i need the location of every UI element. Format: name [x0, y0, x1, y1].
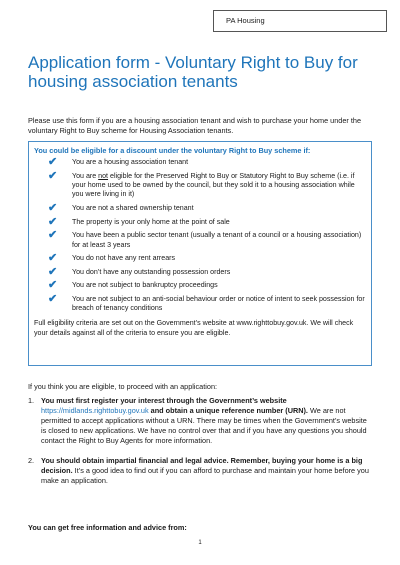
- criteria-emphasis: not: [98, 171, 109, 180]
- step-bold-text: You must first register your interest through the Government’s website: [41, 396, 287, 405]
- check-icon: ✔: [48, 169, 58, 182]
- application-steps: [28, 396, 374, 486]
- organisation-name: PA Housing: [226, 16, 265, 25]
- step-bold-text: You should obtain impartial financial and legal advice. Remember, buying your home is a big decision.: [41, 456, 363, 475]
- criteria-item: [34, 204, 366, 213]
- check-icon: ✔: [48, 252, 58, 265]
- step-text: It’s a good idea to find out if you can afford to purchase and maintain your home before you make an application.: [41, 466, 369, 485]
- register-interest-link[interactable]: https://midlands.righttobuy.gov.uk: [41, 406, 149, 415]
- check-icon: ✔: [48, 292, 58, 305]
- criteria-text: You are a housing association tenant: [72, 158, 189, 166]
- criteria-text: You have been a public sector tenant (usually a tenant of a council or a housing association) for at least 3 years: [72, 231, 362, 249]
- criteria-text: You are not subject to bankruptcy proceedings: [72, 281, 218, 290]
- step-2: [28, 456, 374, 486]
- intro-paragraph: Please use this form if you are a housing association tenant and wish to purchase your home under the voluntary Right to Buy scheme for Housing Association tenants.: [28, 116, 362, 135]
- step-1: [28, 396, 374, 446]
- criteria-list: [34, 158, 366, 314]
- check-icon: ✔: [48, 265, 58, 278]
- criteria-item: ✔ You are not eligible for the Preserved Right to Buy or Statutory Right to Buy scheme (i.e. if your home used to be owned by the council, but they sold it to a housing association while you were living in it): [48, 169, 355, 199]
- criteria-text: You are: [72, 171, 99, 180]
- page-number: 1: [198, 540, 202, 546]
- step-number: 2.: [28, 456, 35, 465]
- check-icon: ✔: [48, 229, 58, 242]
- check-icon: ✔: [48, 215, 58, 228]
- page-title: Application form - Voluntary Right to Buy for housing association tenants: [28, 53, 358, 91]
- step-text: We are not permitted to accept applications without a URN. There may be times when the Government’s website is closed to new applications. We have no control over that and if you have any questions you should contact the Right to Buy Agents for more information.: [41, 406, 367, 445]
- eligibility-criteria-box: [28, 141, 372, 366]
- check-icon: ✔: [48, 202, 58, 214]
- eligibility-lead-text: If you think you are eligible, to proceed with an application:: [28, 382, 218, 391]
- criteria-text: You do not have any rent arrears: [72, 254, 176, 263]
- criteria-item: [34, 231, 366, 250]
- criteria-text: You are not subject to an anti-social behaviour order or notice of intent to seek possession for breach of tenancy conditions: [72, 294, 365, 313]
- criteria-heading: You could be eligible for a discount under the voluntary Right to Buy scheme if:: [34, 146, 311, 155]
- criteria-item: [34, 292, 366, 314]
- header-box: [213, 10, 387, 32]
- criteria-text: You are not a shared ownership tenant: [72, 204, 194, 212]
- free-advice-heading: You can get free information and advice from:: [28, 523, 187, 532]
- step-number: 1.: [28, 396, 35, 405]
- criteria-item: [34, 281, 366, 290]
- criteria-footer: Full eligibility criteria are set out on the Government’s website at www.righttobuy.gov.uk. We will check your details against all of the criteria to ensure you are eligible.: [34, 318, 354, 337]
- check-icon: ✔: [48, 279, 58, 292]
- criteria-item: [34, 215, 366, 228]
- criteria-item: [34, 254, 366, 263]
- criteria-item: [34, 265, 366, 278]
- criteria-item: [34, 158, 366, 167]
- criteria-text: You don’t have any outstanding possession orders: [72, 267, 231, 276]
- check-icon: ✔: [48, 156, 58, 168]
- criteria-text: The property is your only home at the point of sale: [72, 217, 230, 226]
- step-bold-text: and obtain a unique reference number (URN).: [150, 406, 308, 415]
